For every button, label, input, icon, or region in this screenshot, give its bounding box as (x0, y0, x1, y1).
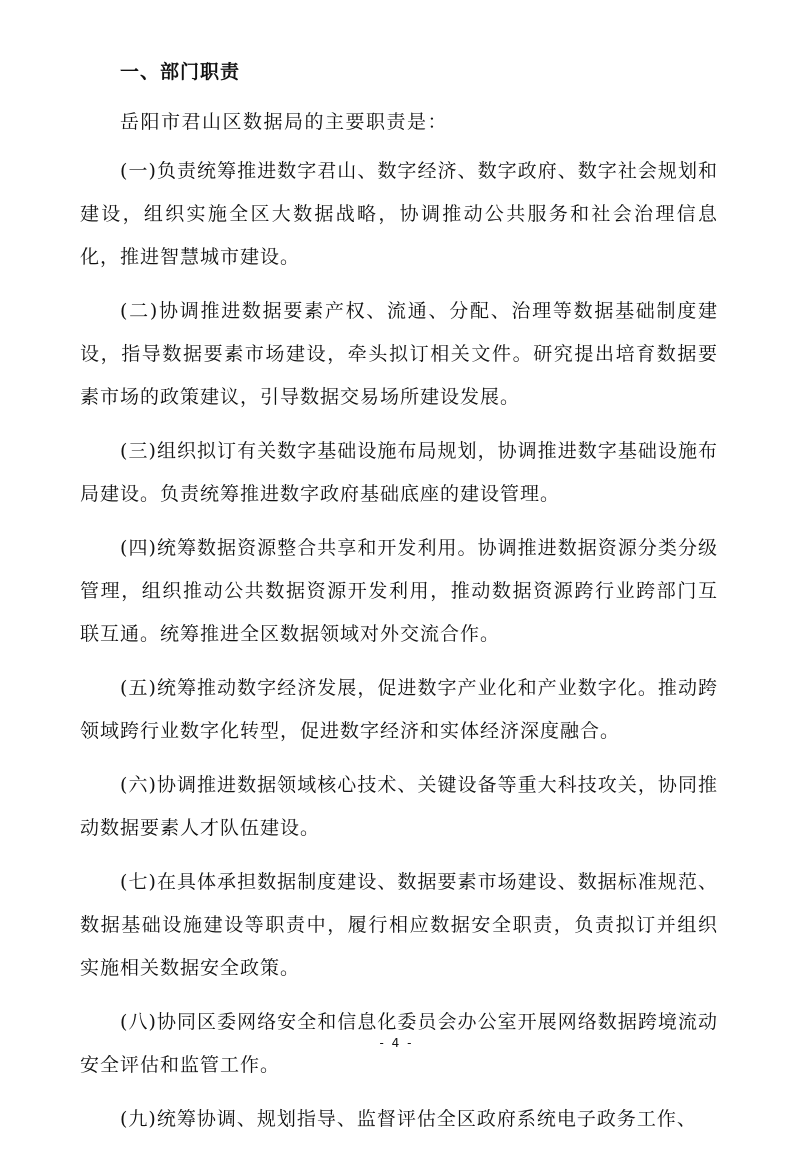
duty-item-9: (九)统筹协调、规划指导、监督评估全区政府系统电子政务工作、 (120, 1108, 697, 1130)
duty-item-6: (六)协调推进数据领域核心技术、关键设备等重大科技攻关，协同推动数据要素人才队伍建设。 (80, 774, 718, 839)
duty-item-7: (七)在具体承担数据制度建设、数据要素市场建设、数据标准规范、数据基础设施建设等职责中，履行相应数据安全职责，负责拟订并组织实施相关数据安全政策。 (80, 871, 718, 979)
page-number: - 4 - (379, 1036, 414, 1050)
section-heading: 一、部门职责 (120, 61, 241, 83)
duty-item-4: (四)统筹数据资源整合共享和开发利用。协调推进数据资源分类分级管理，组织推动公共数据资源开发利用，推动数据资源跨行业跨部门互联互通。统筹推进全区数据领域对外交流合作。 (80, 537, 718, 645)
duties-list (80, 150, 718, 1152)
duty-item-8: (八)协同区委网络安全和信息化委员会办公室开展网络数据跨境流动安全评估和监管工作。 (80, 1011, 718, 1076)
duty-item-5: (五)统筹推动数字经济发展，促进数字产业化和产业数字化。推动跨领域跨行业数字化转型，促进数字经济和实体经济深度融合。 (80, 677, 718, 742)
duty-item-2: (二)协调推进数据要素产权、流通、分配、治理等数据基础制度建设，指导数据要素市场建设，牵头拟订相关文件。研究提出培育数据要素市场的政策建议，引导数据交易场所建设发展。 (80, 300, 718, 408)
intro-paragraph: 岳阳市君山区数据局的主要职责是： (120, 111, 449, 133)
duty-item-3: (三)组织拟订有关数字基础设施布局规划，协调推进数字基础设施布局建设。负责统筹推进数字政府基础底座的建设管理。 (80, 440, 718, 505)
duty-item-1: (一)负责统筹推进数字君山、数字经济、数字政府、数字社会规划和建设，组织实施全区大数据战略，协调推动公共服务和社会治理信息化，推进智慧城市建设。 (80, 160, 718, 268)
